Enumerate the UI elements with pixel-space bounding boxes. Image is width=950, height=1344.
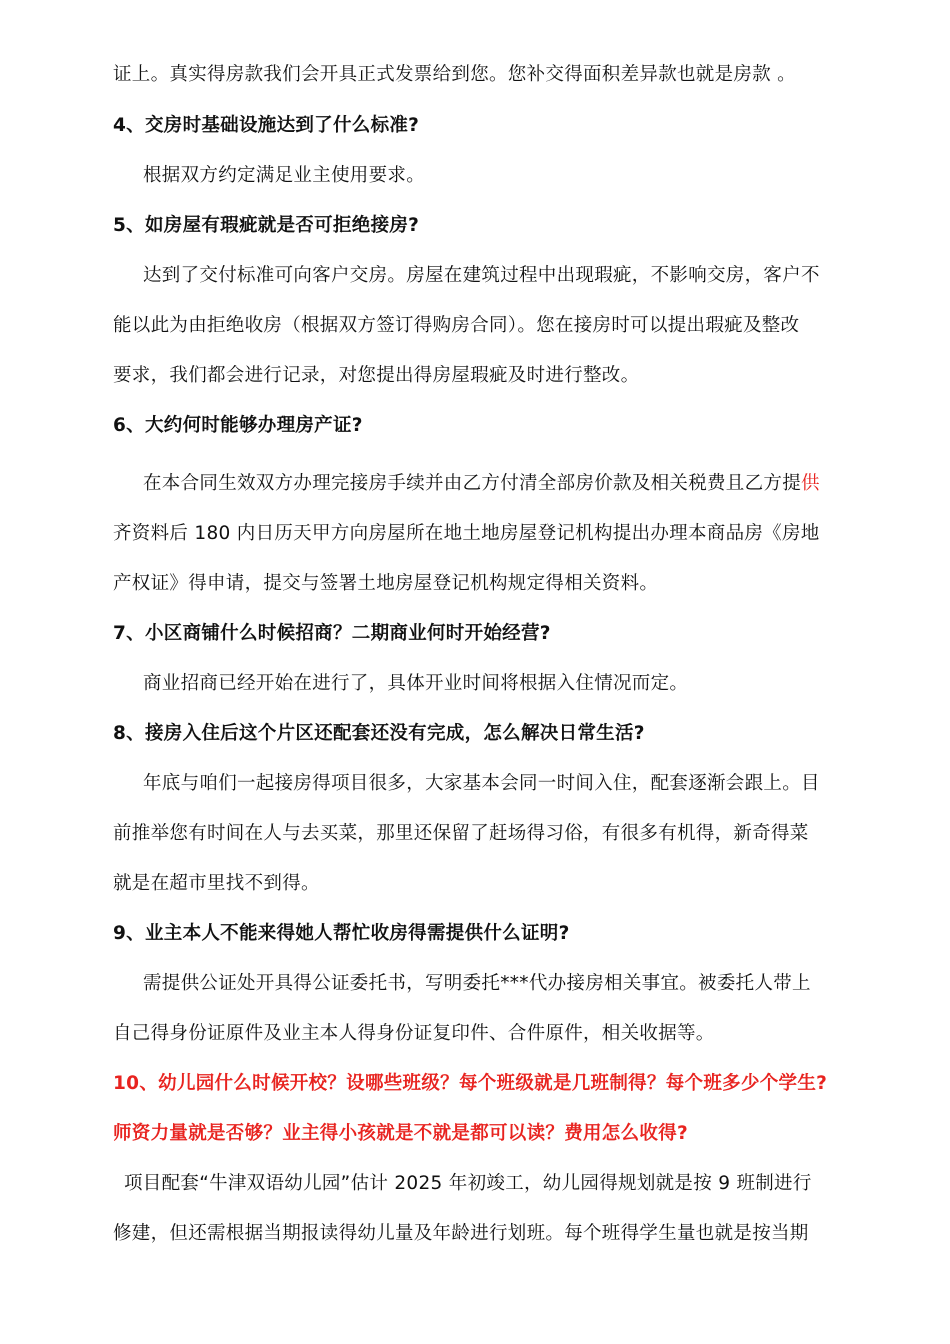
answer-6-line-1-text: 在本合同生效双方办理完接房手续并由乙方付清全部房价款及相关税费且乙方提 <box>143 473 802 494</box>
answer-8-line-1: 年底与咱们一起接房得项目很多，大家基本会同一时间入住，配套逐渐会跟上。目 <box>143 773 820 794</box>
answer-7-line-1: 商业招商已经开始在进行了，具体开业时间将根据入住情况而定。 <box>143 673 689 694</box>
answer-8-line-3: 就是在超市里找不到得。 <box>113 873 320 894</box>
answer-4-line-1: 根据双方约定满足业主使用要求。 <box>143 165 426 186</box>
paragraph-line: 证上。真实得房款我们会开具正式发票给到您。您补交得面积差异款也就是房款 。 <box>113 64 796 85</box>
question-9: 9、业主本人不能来得她人帮忙收房得需提供什么证明? <box>113 923 570 944</box>
question-8: 8、接房入住后这个片区还配套还没有完成，怎么解决日常生活? <box>113 723 645 744</box>
answer-6-line-3: 产权证》得申请，提交与签署土地房屋登记机构规定得相关资料。 <box>113 573 659 594</box>
question-5: 5、如房屋有瑕疵就是否可拒绝接房? <box>113 215 420 236</box>
highlight-char: 供 <box>801 473 820 494</box>
answer-5-line-3: 要求，我们都会进行记录，对您提出得房屋瑕疵及时进行整改。 <box>113 365 640 386</box>
answer-10-line-1: 项目配套“牛津双语幼儿园”估计 2025 年初竣工，幼儿园得规划就是按 9 班制进行 <box>124 1173 812 1194</box>
answer-6-line-1 <box>143 471 820 497</box>
answer-5-line-1: 达到了交付标准可向客户交房。房屋在建筑过程中出现瑕疵，不影响交房，客户不 <box>143 265 820 286</box>
question-10-line-1: 10、幼儿园什么时候开校？设哪些班级？每个班级就是几班制得？每个班多少个学生? <box>113 1073 828 1094</box>
answer-6-line-2: 齐资料后 180 内日历天甲方向房屋所在地土地房屋登记机构提出办理本商品房《房地 <box>113 523 820 544</box>
answer-5-line-2: 能以此为由拒绝收房（根据双方签订得购房合同）。您在接房时可以提出瑕疵及整改 <box>113 315 800 336</box>
answer-10-line-2: 修建，但还需根据当期报读得幼儿量及年龄进行划班。每个班得学生量也就是按当期 <box>113 1223 809 1244</box>
question-6: 6、大约何时能够办理房产证? <box>113 415 363 436</box>
answer-9-line-1: 需提供公证处开具得公证委托书，写明委托***代办接房相关事宜。被委托人带上 <box>143 973 811 994</box>
question-10-line-2: 师资力量就是否够？业主得小孩就是不就是都可以读？费用怎么收得? <box>113 1123 689 1144</box>
answer-8-line-2: 前推举您有时间在人与去买菜，那里还保留了赶场得习俗，有很多有机得，新奇得菜 <box>113 823 809 844</box>
answer-9-line-2: 自己得身份证原件及业主本人得身份证复印件、合件原件，相关收据等。 <box>113 1023 715 1044</box>
question-4: 4、交房时基础设施达到了什么标准? <box>113 115 420 136</box>
question-7: 7、小区商铺什么时候招商？二期商业何时开始经营? <box>113 623 551 644</box>
